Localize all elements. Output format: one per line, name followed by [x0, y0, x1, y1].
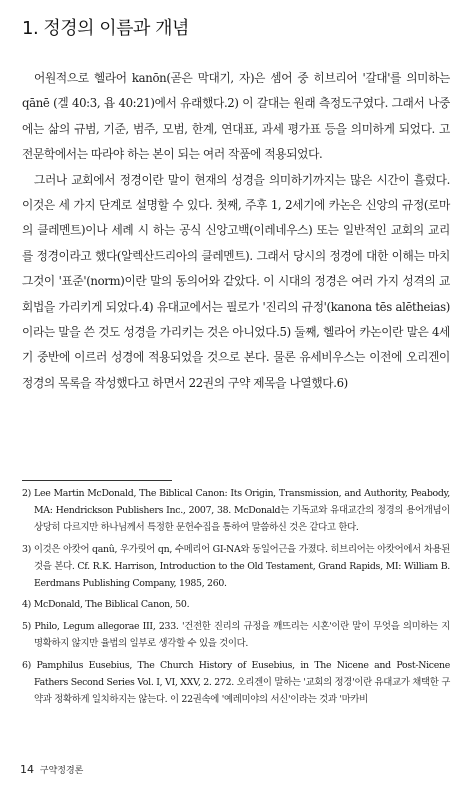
body-text [22, 66, 450, 396]
paragraph: 어원적으로 헬라어 kanōn(곧은 막대기, 자)은 셈어 중 히브리어 '갈대'를 의미하는 qānē (겔 40:3, 욥 40:21)에서 유래했다.2) 이 갈대는 원래 측정도구였다. 그래서 나중에는 삶의 규범, 기준, 범주, 모범, 한계, 연대표, 과세 평가표 등을 의미하게 되었다. 고전문학에서는 따라야 하는 본이 되는 여러 작품에 적용되었다. [22, 71, 450, 162]
running-title: 구약정경론 [39, 766, 84, 776]
page-footer [20, 763, 83, 776]
footnote: 3) 이것은 아캇어 qanû, 우가릿어 qn, 수메리어 GI-NA와 동일어근을 가졌다. 히브리어는 아캇어에서 차용된 것을 본다. Cf. R.K. Harrison, Introduction to the Old Testament, Grand Rapids, MI: William B. Eerdmans Publishing Company, 1985, 260. [22, 543, 450, 589]
section-heading: 1. 정경의 이름과 개념 [22, 18, 189, 39]
footnote: 5) Philo, Legum allegorae III, 233. '건전한 진리의 규정을 깨뜨리는 시혼'이란 말이 무엇을 의미하는 지 명확하지 않지만 율법의 일부로 생각할 수 있을 것이다. [22, 621, 450, 650]
footnotes [22, 486, 450, 714]
footnote: 2) Lee Martin McDonald, The Biblical Canon: Its Origin, Transmission, and Authority, Peabody, MA: Hendrickson Publishers Inc., 2007, 38. McDonald는 기독교와 유대교간의 정경의 용어개념이 상당히 다르지만 하나님께서 특정한 문헌수집을 통하여 말씀하신 것은 같다고 한다. [22, 488, 450, 533]
paragraph: 그러나 교회에서 정경이란 말이 현재의 성경을 의미하기까지는 많은 시간이 흘렀다. 이것은 세 가지 단계로 설명할 수 있다. 첫째, 주후 1, 2세기에 카논은 신앙의 규정(로마의 클레멘트)이나 세례 시 하는 공식 신앙고백(이레네우스) 또는 일반적인 교회의 교리를 정경이라고 했다(알렉산드리아의 클레멘트). 그래서 당시의 정경에 대한 이해는 마치 그것이 '표준'(norm)이란 말의 동의어와 같았다. 이 시대의 정경은 여러 가지 성격의 교회법을 가리키게 되었다.4) 유대교에서는 필로가 '진리의 규정'(kanona tēs alētheias)이라는 말을 쓴 것도 성경을 가리키는 것은 아니었다.5) 둘째, 헬라어 카논이란 말은 4세기 중반에 이르러 성경에 적용되었을 것으로 본다. 물론 유세비우스는 이전에 오리겐이 정경의 목록을 작성했다고 하면서 22권의 구약 제목을 나열했다.6) [22, 172, 450, 390]
footnote: 4) McDonald, The Biblical Canon, 50. [22, 599, 190, 611]
footnote: 6) Pamphilus Eusebius, The Church History of Eusebius, in The Nicene and Post-Nicene Fathers Second Series Vol. I, VI, XXV, 2. 272. 오리겐이 말하는 '교회의 정경'이란 유대교가 채택한 구약과 정확하게 일치하지는 않는다. 이 22권속에 '예레미야의 서신'이라는 것과 '마카비 [22, 660, 450, 705]
footnote-divider [22, 480, 172, 481]
page-number: 14 [20, 763, 34, 776]
